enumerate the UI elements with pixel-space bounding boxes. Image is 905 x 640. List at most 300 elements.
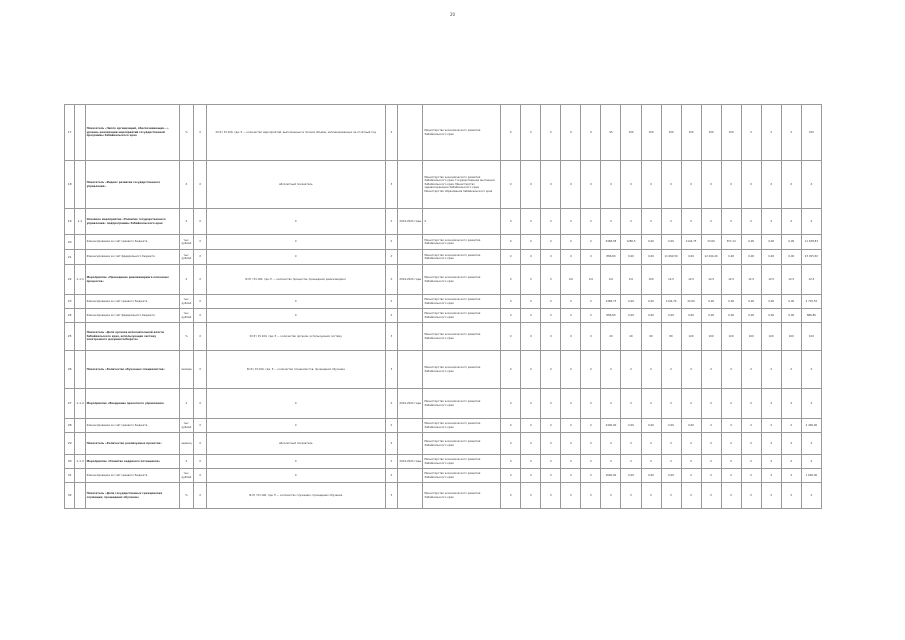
row-value-cell: 0 [561,105,581,161]
row-subnumber-cell [75,469,85,483]
table-row [65,161,822,209]
row-value-cell: X [721,483,741,509]
row-value-cell: 0,0 [561,265,581,295]
row-value-cell: 886,80 [801,309,821,323]
row-name-cell: Финансирование за счёт краевого бюджета [85,235,179,250]
row-value-cell: X [701,469,721,483]
row-period-cell [398,309,423,323]
row-value-cell: 23,00 [701,235,721,250]
row-value-cell: 2 735,52 [801,295,821,309]
row-source-cell: Х [385,389,398,419]
row-value-cell: X [541,235,561,250]
row-value-cell: X [661,351,681,389]
row-value-cell: X [501,235,521,250]
table-row [65,483,822,509]
row-value-cell: 0,0 [601,265,621,295]
row-value-cell: 100 [681,105,701,161]
row-value-cell: X [521,351,541,389]
row-value-cell: X [761,209,781,235]
row-base-cell: Х [194,483,207,509]
table-row [65,323,822,351]
row-value-cell: X [581,295,601,309]
row-value-cell: X [521,483,541,509]
row-subnumber-cell: 1.1.3 [75,455,85,469]
row-responsible-cell: Министерство экономического развития Забайкальского края [423,250,501,265]
row-value-cell: X [541,105,561,161]
row-value-cell: X [501,309,521,323]
row-value-cell: X [761,419,781,433]
row-value-cell: 100 [681,323,701,351]
row-value-cell: X [501,455,521,469]
table-row [65,351,822,389]
table-row [65,250,822,265]
row-value-cell: X [541,433,561,455]
row-value-cell: 0,00 [761,295,781,309]
row-number-cell: 30 [65,455,75,469]
row-number-cell: 24 [65,309,75,323]
row-value-cell: X [521,161,541,209]
row-value-cell: 0,00 [781,250,801,265]
row-subnumber-cell [75,161,85,209]
row-value-cell: X [701,351,721,389]
row-value-cell: X [721,455,741,469]
row-responsible-cell: Министерство экономического развития Забайкальского края [423,483,501,509]
row-period-cell [398,105,423,161]
row-unit-cell: % [179,323,194,351]
row-source-cell: Х [385,265,398,295]
row-value-cell: 100 [621,105,641,161]
row-number-cell: 17 [65,105,75,161]
row-value-cell: X [541,483,561,509]
row-value-cell: X [741,433,761,455]
row-value-cell: 357,14 [721,235,741,250]
row-value-cell: X [501,161,521,209]
row-value-cell: X [801,161,821,209]
row-value-cell: 1280,5 [621,235,641,250]
row-value-cell: X [561,235,581,250]
row-value-cell: X [501,483,521,509]
row-value-cell: 12,5 [661,265,681,295]
table-row [65,389,822,419]
row-value-cell: X [641,433,661,455]
table-row [65,433,822,455]
row-value-cell: X [561,323,581,351]
row-value-cell: X [661,433,681,455]
row-value-cell: X [641,483,661,509]
row-value-cell: X [501,433,521,455]
row-value-cell: X [801,483,821,509]
row-value-cell: X [601,483,621,509]
row-value-cell: 0,00 [781,309,801,323]
row-base-cell: Х [194,469,207,483]
row-value-cell: X [741,455,761,469]
row-unit-cell: Х [179,161,194,209]
row-value-cell: X [681,483,701,509]
row-value-cell: X [761,351,781,389]
row-method-cell: N=P / P×100, где: P — количество процессов, прошедших реинжиниринг [206,265,385,295]
row-value-cell: X [561,419,581,433]
row-period-cell: 2019-2024 годы [398,265,423,295]
row-number-cell: 22 [65,265,75,295]
row-value-cell: X [541,265,561,295]
row-responsible-cell: Министерство экономического развития Забайкальского края [423,469,501,483]
row-value-cell: 2400,00 [601,419,621,433]
row-unit-cell: тыс. рублей [179,295,194,309]
row-base-cell: Х [194,433,207,455]
row-value-cell: X [741,161,761,209]
row-value-cell: 1468,73 [601,295,621,309]
row-base-cell: Х [194,309,207,323]
row-unit-cell: тыс. рублей [179,235,194,250]
row-value-cell: X [521,209,541,235]
row-value-cell: 1600,00 [601,469,621,483]
row-value-cell: X [681,469,701,483]
row-number-cell: 19 [65,209,75,235]
row-period-cell [398,351,423,389]
row-value-cell: X [661,455,681,469]
row-value-cell: X [701,483,721,509]
row-number-cell: 28 [65,419,75,433]
row-method-cell: Х [206,309,385,323]
row-number-cell: 27 [65,389,75,419]
row-subnumber-cell [75,323,85,351]
row-source-cell: 3 [385,483,398,509]
row-value-cell: X [521,295,541,309]
row-period-cell [398,323,423,351]
row-responsible-cell: Министерство экономического развития Забайкальского края [423,455,501,469]
row-value-cell: X [601,351,621,389]
row-name-cell: Показатель «Количество обученных специалистов» [85,351,179,389]
row-value-cell: X [501,295,521,309]
row-value-cell: 0,00 [621,309,641,323]
row-value-cell: 12,5 [681,265,701,295]
table-row [65,295,822,309]
row-value-cell: X [781,469,801,483]
row-value-cell: 100 [741,323,761,351]
row-responsible-cell: Министерство экономического развития Забайкальского края [423,323,501,351]
row-value-cell: X [581,351,601,389]
row-value-cell: X [741,469,761,483]
row-value-cell: X [701,455,721,469]
row-value-cell: X [781,351,801,389]
row-name-cell: Показатель «Индекс развития государственного управления» [85,161,179,209]
row-responsible-cell: Министерство экономического развития Забайкальского края [423,389,501,419]
row-responsible-cell: Министерство экономического развития Забайкальского края [423,419,501,433]
row-value-cell: 0,00 [641,235,661,250]
row-value-cell: X [501,323,521,351]
row-value-cell: X [621,483,641,509]
row-value-cell: X [721,351,741,389]
row-value-cell: 0,00 [621,469,641,483]
row-source-cell: Х [385,469,398,483]
row-name-cell: Финансирование за счёт федерального бюджета [85,309,179,323]
row-subnumber-cell [75,250,85,265]
row-value-cell: 22,00 [681,295,701,309]
row-value-cell: 12,5 [801,265,821,295]
row-value-cell: X [561,295,581,309]
row-value-cell: X [501,469,521,483]
row-base-cell: Х [194,455,207,469]
row-value-cell: X [541,209,561,235]
row-value-cell: 0,00 [761,235,781,250]
row-value-cell: 100 [721,105,741,161]
row-unit-cell: тыс. рублей [179,419,194,433]
row-value-cell: X [581,209,601,235]
row-value-cell: X [781,455,801,469]
row-value-cell: X [781,433,801,455]
row-method-cell: Х [206,455,385,469]
row-value-cell: 12,5 [721,265,741,295]
row-unit-cell: тыс. рублей [179,309,194,323]
row-value-cell: X [561,209,581,235]
row-value-cell: X [581,323,601,351]
row-value-cell: 0,00 [721,250,741,265]
row-name-cell: Финансирование за счёт краевого бюджета [85,295,179,309]
row-value-cell: X [721,161,741,209]
row-value-cell: X [581,309,601,323]
row-value-cell: 12,5 [741,265,761,295]
row-value-cell: X [561,309,581,323]
row-source-cell: Х [385,309,398,323]
row-value-cell: X [781,209,801,235]
row-value-cell: X [641,161,661,209]
row-subnumber-cell [75,351,85,389]
row-method-cell: N=P / P×100, где: P — количество мероприятий, выполненных в полном объёме, запланированных на отчётный год [206,105,385,161]
row-method-cell: Х [206,235,385,250]
table-row [65,469,822,483]
row-value-cell: 12,5 [701,265,721,295]
row-value-cell: 100 [661,105,681,161]
row-base-cell: Х [194,323,207,351]
row-value-cell: X [641,209,661,235]
page-number: 20 [449,12,456,17]
row-value-cell: 100 [801,105,821,161]
row-value-cell: X [621,433,641,455]
row-value-cell: X [501,105,521,161]
table-row [65,455,822,469]
row-value-cell: X [721,419,741,433]
row-value-cell: 0,00 [661,309,681,323]
row-value-cell: X [541,161,561,209]
row-value-cell: X [661,389,681,419]
row-subnumber-cell [75,309,85,323]
row-base-cell: Х [194,389,207,419]
row-value-cell: X [561,469,581,483]
row-value-cell: X [681,433,701,455]
row-value-cell: X [801,455,821,469]
row-value-cell: X [701,419,721,433]
row-value-cell: X [641,389,661,419]
row-value-cell: X [681,161,701,209]
row-value-cell: 1144,75 [681,235,701,250]
row-value-cell: 886,80 [601,309,621,323]
row-value-cell: X [501,265,521,295]
row-value-cell: X [721,389,741,419]
row-value-cell: X [541,250,561,265]
row-value-cell: X [501,209,521,235]
row-value-cell: X [761,469,781,483]
row-value-cell: X [541,351,561,389]
row-value-cell: X [661,483,681,509]
row-value-cell: X [621,209,641,235]
row-value-cell: X [521,469,541,483]
row-value-cell: 100 [721,323,741,351]
row-number-cell: 25 [65,323,75,351]
row-value-cell: X [801,433,821,455]
row-period-cell [398,295,423,309]
row-value-cell: X [761,455,781,469]
row-base-cell: Х [194,161,207,209]
row-responsible-cell: Министерство экономического развития Забайкальского края [423,295,501,309]
row-value-cell: 0,00 [721,309,741,323]
row-value-cell: 0,00 [641,250,661,265]
row-value-cell: 0,00 [741,235,761,250]
row-value-cell: X [541,469,561,483]
row-value-cell: X [601,161,621,209]
row-number-cell: 31 [65,469,75,483]
row-method-cell: Х [206,419,385,433]
row-value-cell: 0,00 [761,309,781,323]
row-method-cell: N=P / P×100, где: P — количество специалистов, прошедших обучение [206,351,385,389]
row-value-cell: 0,00 [661,469,681,483]
row-value-cell: X [581,469,601,483]
row-value-cell: X [541,295,561,309]
row-value-cell: X [741,483,761,509]
row-unit-cell: Х [179,209,194,235]
row-value-cell: 0,00 [741,309,761,323]
table-row [65,419,822,433]
row-number-cell: 21 [65,250,75,265]
row-subnumber-cell [75,483,85,509]
row-value-cell: 2 400,00 [801,419,821,433]
row-value-cell: 0,00 [661,419,681,433]
row-source-cell: 3 [385,433,398,455]
row-value-cell: X [661,209,681,235]
row-base-cell: Х [194,419,207,433]
row-unit-cell: единиц [179,433,194,455]
row-number-cell: 26 [65,351,75,389]
row-value-cell: X [521,265,541,295]
row-value-cell: 0,00 [621,295,641,309]
row-number-cell: 32 [65,483,75,509]
table-row [65,309,822,323]
row-value-cell: 100 [701,105,721,161]
row-period-cell: 2019-2024 годы [398,455,423,469]
row-value-cell: 0,00 [661,235,681,250]
row-name-cell: Основное мероприятие «Развитие государственного управления» подпрограммы Забайкальского края [85,209,179,235]
row-value-cell: 0 [581,105,601,161]
row-value-cell: 0,00 [701,309,721,323]
row-unit-cell: человек [179,351,194,389]
row-value-cell: 60 [641,323,661,351]
row-source-cell: Х [385,250,398,265]
row-value-cell: 0,0 [581,265,601,295]
row-value-cell: X [621,455,641,469]
row-responsible-cell: Министерство экономического развития Забайкальского края, Государственная инспекция Забайкальского края, Министерство здравоохранения Забайкальского края, Министерство образования Забайкальского края [423,161,501,209]
row-value-cell: X [701,161,721,209]
row-value-cell: X [501,250,521,265]
row-subnumber-cell: 1.1 [75,209,85,235]
row-value-cell: 80 [661,323,681,351]
row-value-cell: X [721,209,741,235]
row-value-cell: 11 660,50 [661,250,681,265]
row-value-cell: 1144,79 [661,295,681,309]
row-method-cell: Х [206,250,385,265]
row-value-cell: X [741,351,761,389]
table-row [65,105,822,161]
row-value-cell: X [601,455,621,469]
row-name-cell: Мероприятие «Внедрение проектного управления» [85,389,179,419]
row-value-cell: X [521,455,541,469]
row-value-cell: X [641,351,661,389]
row-value-cell: X [561,161,581,209]
row-value-cell: X [621,389,641,419]
row-subnumber-cell [75,295,85,309]
row-value-cell: X [781,483,801,509]
row-value-cell: X [521,389,541,419]
row-value-cell: X [521,105,541,161]
row-value-cell: 0,00 [741,250,761,265]
row-value-cell: 0,00 [641,309,661,323]
row-value-cell: X [601,209,621,235]
row-value-cell: X [621,161,641,209]
row-responsible-cell: Министерство экономического развития Забайкальского края [423,309,501,323]
row-value-cell: X [781,105,801,161]
row-value-cell: 100 [641,105,661,161]
row-value-cell: X [801,209,821,235]
row-subnumber-cell [75,105,85,161]
row-value-cell: X [561,250,581,265]
row-subnumber-cell: 1.1.1 [75,265,85,295]
row-period-cell: 2019-2024 годы [398,389,423,419]
program-table [64,104,822,509]
row-value-cell: X [561,433,581,455]
row-value-cell: X [501,419,521,433]
row-responsible-cell: Министерство экономического развития Забайкальского края [423,235,501,250]
row-value-cell: X [721,433,741,455]
row-value-cell: 0,00 [641,419,661,433]
row-value-cell: X [681,389,701,419]
row-name-cell: Показатель «Число организаций, обеспечивающих...» уровень реализации мероприятий государственной программы Забайкальского края [85,105,179,161]
row-unit-cell: тыс. рублей [179,250,194,265]
row-value-cell: X [701,209,721,235]
row-number-cell: 18 [65,161,75,209]
row-value-cell: 12 044,20 [701,250,721,265]
row-value-cell: X [501,351,521,389]
row-value-cell: 0,00 [701,295,721,309]
row-value-cell: 1 600,00 [801,469,821,483]
row-value-cell: X [581,433,601,455]
row-responsible-cell: Министерство экономического развития Забайкальского края [423,105,501,161]
row-value-cell: X [561,483,581,509]
row-value-cell: X [581,483,601,509]
row-value-cell: X [621,351,641,389]
row-method-cell: N=P / P×100, где: P — количество служащих, прошедших обучение [206,483,385,509]
row-value-cell: X [781,419,801,433]
row-method-cell: абсолютный показатель [206,161,385,209]
row-name-cell: Мероприятие «Развитие кадрового потенциала» [85,455,179,469]
row-value-cell: 0,00 [621,419,641,433]
row-subnumber-cell [75,419,85,433]
row-base-cell: Х [194,351,207,389]
row-base-cell: Х [194,105,207,161]
row-value-cell: X [681,455,701,469]
row-source-cell: Х [385,455,398,469]
row-value-cell: 0,00 [621,250,641,265]
row-value-cell: X [761,105,781,161]
row-value-cell: X [561,455,581,469]
row-base-cell: Х [194,295,207,309]
